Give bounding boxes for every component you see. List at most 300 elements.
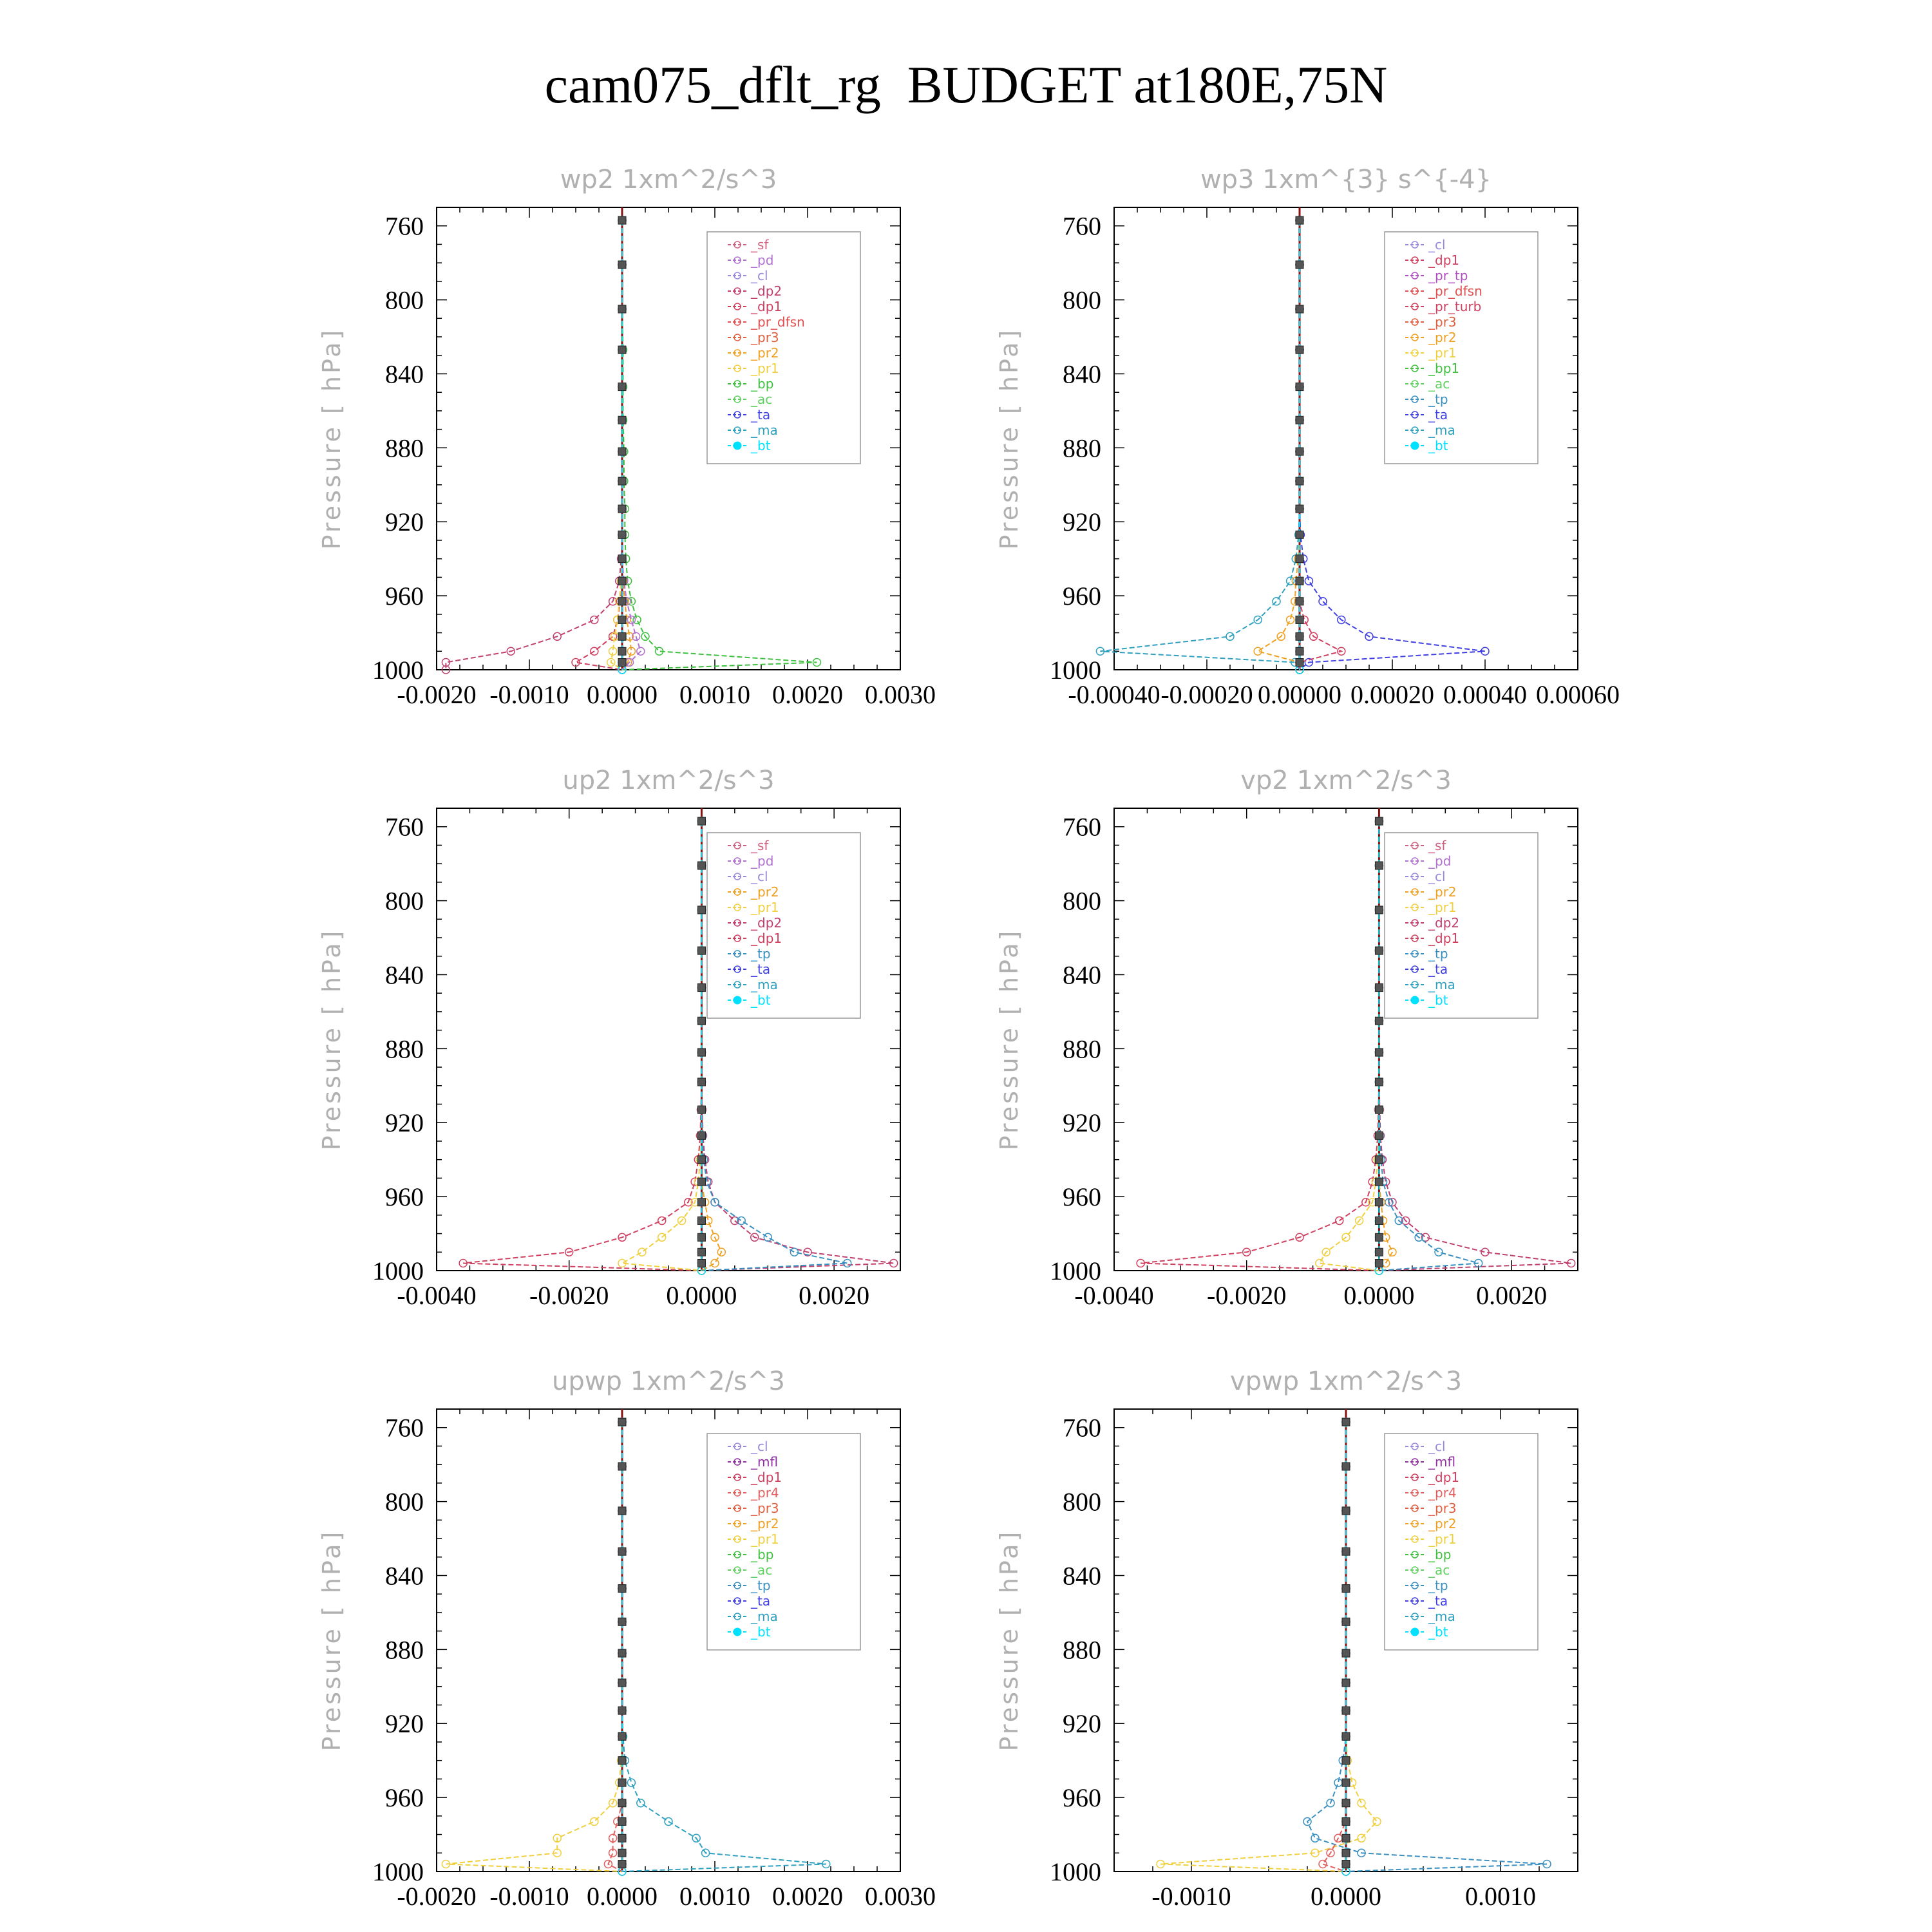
legend-label: _bt <box>1428 438 1448 453</box>
data-point <box>1435 1248 1443 1256</box>
marker-stack <box>697 1156 705 1164</box>
marker-stack <box>1296 577 1303 585</box>
x-tick-label: -0.0010 <box>1151 1882 1231 1911</box>
legend-label: _tp <box>1428 946 1448 961</box>
series-line-pr2 <box>1258 220 1300 670</box>
marker-stack <box>1342 1861 1350 1868</box>
marker-stack <box>618 1849 626 1857</box>
y-tick-label: 1000 <box>1050 656 1101 685</box>
marker-stack <box>1375 1132 1383 1139</box>
x-tick-label: -0.0020 <box>397 1882 477 1911</box>
legend-label: _pd <box>751 252 774 268</box>
legend-label: _ta <box>1428 407 1448 422</box>
panel-2 <box>995 165 1620 709</box>
y-tick-label: 1000 <box>372 656 424 685</box>
legend-label: _ta <box>751 961 771 977</box>
x-tick-label: 0.0020 <box>772 680 843 709</box>
y-tick-label: 1000 <box>1050 1857 1101 1886</box>
marker-stack <box>697 1106 705 1113</box>
y-tick-label: 760 <box>1063 211 1101 241</box>
marker-stack <box>618 555 626 563</box>
legend-label: _pd <box>1428 853 1452 869</box>
marker-stack <box>1296 346 1303 354</box>
marker-stack <box>1296 647 1303 655</box>
x-tick-label: -0.0020 <box>1207 1281 1287 1310</box>
y-tick-label: 800 <box>385 1487 424 1517</box>
x-tick-label: 0.00020 <box>1350 680 1434 709</box>
legend-label: _cl <box>751 1439 768 1454</box>
data-point <box>591 616 598 623</box>
legend-label: _bp <box>1428 1547 1452 1562</box>
legend-label: _dp2 <box>751 283 782 299</box>
series-line-pr1 <box>622 821 701 1271</box>
x-tick-label: -0.0020 <box>397 680 477 709</box>
y-tick-label: 840 <box>385 960 424 990</box>
y-tick-label: 840 <box>385 359 424 389</box>
legend-label: _pr2 <box>751 1516 779 1531</box>
legend-label: _bp <box>751 1547 774 1562</box>
legend-label: _cl <box>1428 237 1446 252</box>
marker-stack <box>1296 555 1303 563</box>
marker-stack <box>618 1463 626 1470</box>
legend-label: _pr1 <box>1428 900 1457 915</box>
legend-label: _pr4 <box>1428 1485 1457 1501</box>
y-tick-label: 880 <box>1063 1635 1101 1665</box>
legend-label: _cl <box>751 268 768 283</box>
marker-stack <box>1296 632 1303 640</box>
y-axis-label: Pressure [ hPa] <box>317 1529 346 1752</box>
y-axis-label: Pressure [ hPa] <box>995 327 1023 550</box>
marker-stack <box>697 906 705 914</box>
marker-stack <box>1375 906 1383 914</box>
legend-label: _pr1 <box>1428 1531 1457 1547</box>
marker-stack <box>1375 1233 1383 1241</box>
legend-label: _ma <box>1428 1609 1455 1624</box>
legend-label: _ac <box>751 1562 773 1578</box>
marker-stack <box>618 1757 626 1765</box>
legend <box>1385 833 1538 1018</box>
legend-label: _pr4 <box>751 1485 779 1501</box>
marker-stack <box>1296 305 1303 313</box>
series-line-dp1 <box>1141 821 1379 1271</box>
marker-stack <box>697 1178 705 1186</box>
marker-stack <box>1296 416 1303 424</box>
series-line-pr_turb <box>1300 220 1341 670</box>
data-point <box>1319 1861 1327 1868</box>
marker-stack <box>618 505 626 513</box>
y-tick-label: 800 <box>1063 1487 1101 1517</box>
legend-label: _pr3 <box>751 330 779 345</box>
panel-1 <box>317 165 936 709</box>
panel-title: vp2 1xm^2/s^3 <box>1240 766 1452 795</box>
legend <box>1385 1434 1538 1650</box>
legend-label: _cl <box>1428 869 1446 884</box>
marker-stack <box>1342 1834 1350 1842</box>
y-axis-label: Pressure [ hPa] <box>995 928 1023 1151</box>
marker-stack <box>618 616 626 623</box>
legend-marker <box>1411 1628 1419 1636</box>
marker-stack <box>1296 477 1303 485</box>
marker-stack <box>697 1198 705 1206</box>
legend-label: _sf <box>1428 838 1446 853</box>
panel-4 <box>995 766 1578 1310</box>
marker-stack <box>1342 1779 1350 1786</box>
marker-stack <box>1375 1198 1383 1206</box>
x-tick-label: -0.00040 <box>1068 680 1160 709</box>
marker-stack <box>697 1048 705 1056</box>
y-tick-label: 1000 <box>372 1857 424 1886</box>
series-line-ma <box>1100 220 1300 670</box>
panel-3 <box>317 766 900 1310</box>
legend-label: _bp1 <box>1428 361 1460 376</box>
legend-label: _ma <box>751 1609 778 1624</box>
legend-label: _bt <box>751 992 771 1008</box>
marker-stack <box>618 1679 626 1687</box>
y-tick-label: 920 <box>385 507 424 537</box>
y-tick-label: 840 <box>1063 1561 1101 1591</box>
y-tick-label: 960 <box>1063 1783 1101 1813</box>
x-tick-label: 0.0000 <box>1343 1281 1415 1310</box>
legend-label: _ac <box>1428 376 1450 392</box>
marker-stack <box>618 477 626 485</box>
panel-title: wp2 1xm^2/s^3 <box>560 165 777 194</box>
legend-label: _dp1 <box>751 299 782 314</box>
y-tick-label: 880 <box>1063 433 1101 463</box>
marker-stack <box>697 1248 705 1256</box>
marker-stack <box>1342 1757 1350 1765</box>
legend-label: _pr3 <box>1428 1501 1457 1516</box>
marker-stack <box>1296 616 1303 623</box>
marker-stack <box>697 862 705 869</box>
marker-stack <box>1296 216 1303 224</box>
data-point <box>1319 598 1327 605</box>
y-tick-label: 800 <box>385 285 424 315</box>
marker-stack <box>1342 1585 1350 1593</box>
legend-label: _pr1 <box>751 900 779 915</box>
legend-box <box>707 1434 860 1650</box>
x-tick-label: -0.0040 <box>397 1281 477 1310</box>
legend-label: _ta <box>1428 1593 1448 1609</box>
marker-stack <box>1342 1679 1350 1687</box>
marker-stack <box>618 1817 626 1825</box>
data-point <box>1287 616 1294 623</box>
marker-stack <box>618 577 626 585</box>
marker-stack <box>1342 1732 1350 1740</box>
marker-stack <box>618 261 626 269</box>
legend-label: _ta <box>751 1593 771 1609</box>
x-tick-label: 0.0030 <box>865 1882 936 1911</box>
y-tick-label: 920 <box>385 1709 424 1739</box>
y-tick-label: 960 <box>385 1182 424 1212</box>
legend <box>1385 232 1538 464</box>
marker-stack <box>618 1799 626 1807</box>
data-point <box>591 1817 598 1825</box>
marker-stack <box>1342 1618 1350 1625</box>
y-tick-label: 800 <box>1063 886 1101 916</box>
legend-label: _ma <box>1428 977 1455 992</box>
x-tick-label: -0.0020 <box>529 1281 609 1310</box>
marker-stack <box>618 1649 626 1657</box>
y-tick-label: 960 <box>1063 1182 1101 1212</box>
legend-label: _pr_tp <box>1428 268 1468 283</box>
marker-stack <box>618 1548 626 1555</box>
x-tick-label: 0.0010 <box>1465 1882 1536 1911</box>
marker-stack <box>1375 984 1383 992</box>
y-axis-label: Pressure [ hPa] <box>317 928 346 1151</box>
y-tick-label: 960 <box>385 582 424 611</box>
marker-stack <box>1375 1017 1383 1025</box>
y-tick-label: 840 <box>385 1561 424 1591</box>
marker-stack <box>697 984 705 992</box>
legend-label: _ma <box>751 977 778 992</box>
legend-label: _pr3 <box>1428 314 1457 330</box>
marker-stack <box>618 448 626 455</box>
panel-5 <box>317 1367 936 1911</box>
panel-title: up2 1xm^2/s^3 <box>562 766 775 795</box>
y-tick-label: 760 <box>385 1413 424 1443</box>
legend-label: _tp <box>1428 392 1448 407</box>
marker-stack <box>1296 531 1303 538</box>
x-tick-label: 0.0000 <box>587 1882 658 1911</box>
x-tick-label: 0.00040 <box>1443 680 1527 709</box>
legend-label: _mfl <box>751 1454 779 1470</box>
y-tick-label: 880 <box>385 433 424 463</box>
y-tick-label: 880 <box>385 1034 424 1064</box>
marker-stack <box>618 632 626 640</box>
legend-label: _cl <box>1428 1439 1446 1454</box>
marker-stack <box>618 1861 626 1868</box>
y-tick-label: 800 <box>1063 285 1101 315</box>
legend-label: _pd <box>751 853 774 869</box>
y-tick-label: 800 <box>385 886 424 916</box>
data-point <box>638 1248 646 1256</box>
x-tick-label: 0.00000 <box>1258 680 1341 709</box>
legend-label: _sf <box>751 838 769 853</box>
marker-stack <box>1342 1707 1350 1714</box>
marker-stack <box>1296 598 1303 605</box>
legend-label: _pr1 <box>751 1531 779 1547</box>
legend-label: _tp <box>751 1578 771 1593</box>
data-point <box>1358 1834 1365 1842</box>
legend-label: _ma <box>1428 422 1455 438</box>
panel-title: vpwp 1xm^2/s^3 <box>1229 1367 1463 1396</box>
legend-label: _dp2 <box>1428 915 1460 931</box>
marker-stack <box>1375 1178 1383 1186</box>
legend-label: _dp1 <box>1428 931 1460 946</box>
legend-label: _ma <box>751 422 778 438</box>
marker-stack <box>1342 1849 1350 1857</box>
legend-label: _tp <box>751 946 771 961</box>
marker-stack <box>1342 1507 1350 1515</box>
data-point <box>627 616 635 623</box>
marker-stack <box>1375 1156 1383 1164</box>
y-tick-label: 920 <box>1063 507 1101 537</box>
marker-stack <box>1296 659 1303 667</box>
x-tick-label: 0.0000 <box>666 1281 737 1310</box>
y-tick-label: 920 <box>385 1108 424 1138</box>
marker-stack <box>1375 817 1383 825</box>
marker-stack <box>1296 505 1303 513</box>
marker-stack <box>1375 1078 1383 1086</box>
legend-label: _pr3 <box>751 1501 779 1516</box>
marker-stack <box>618 1585 626 1593</box>
marker-stack <box>697 947 705 954</box>
marker-stack <box>618 1618 626 1625</box>
data-point <box>637 1799 645 1807</box>
legend-label: _pr2 <box>751 884 779 900</box>
y-tick-label: 840 <box>1063 359 1101 389</box>
x-tick-label: -0.00020 <box>1160 680 1253 709</box>
marker-stack <box>697 1132 705 1139</box>
marker-stack <box>618 305 626 313</box>
legend-label: _pr_dfsn <box>1428 283 1482 299</box>
legend-label: _dp1 <box>751 1470 782 1485</box>
marker-stack <box>1342 1548 1350 1555</box>
marker-stack <box>618 1732 626 1740</box>
y-tick-label: 960 <box>385 1783 424 1813</box>
marker-stack <box>697 817 705 825</box>
marker-stack <box>1342 1799 1350 1807</box>
legend-marker <box>734 1628 741 1636</box>
legend <box>707 232 860 464</box>
legend-label: _ac <box>751 392 773 407</box>
legend-label: _dp1 <box>751 931 782 946</box>
x-tick-label: -0.0040 <box>1074 1281 1154 1310</box>
data-point <box>1373 1817 1381 1825</box>
legend-label: _ta <box>1428 961 1448 977</box>
y-tick-label: 960 <box>1063 582 1101 611</box>
marker-stack <box>618 1707 626 1714</box>
legend-label: _bp <box>751 376 774 392</box>
data-point <box>627 1779 635 1786</box>
marker-stack <box>1296 448 1303 455</box>
data-point <box>1305 577 1312 585</box>
legend-label: _pr2 <box>1428 330 1457 345</box>
legend-marker <box>1411 442 1419 450</box>
panel-title: upwp 1xm^2/s^3 <box>552 1367 785 1396</box>
data-point <box>1311 1834 1319 1842</box>
legend-label: _bt <box>751 438 771 453</box>
marker-stack <box>697 1078 705 1086</box>
panel-title: wp3 1xm^{3} s^{-4} <box>1200 165 1492 194</box>
series-line-pr1 <box>446 1422 622 1871</box>
x-tick-label: 0.0000 <box>1311 1882 1381 1911</box>
legend-label: _pr2 <box>1428 1516 1457 1531</box>
x-tick-label: -0.0010 <box>489 1882 569 1911</box>
marker-stack <box>1342 1649 1350 1657</box>
marker-stack <box>618 531 626 538</box>
legend-label: _ac <box>1428 1562 1450 1578</box>
y-axis-label: Pressure [ hPa] <box>995 1529 1023 1752</box>
legend-label: _dp2 <box>751 915 782 931</box>
legend-label: _bt <box>751 1624 771 1640</box>
marker-stack <box>1342 1817 1350 1825</box>
legend <box>707 833 860 1018</box>
legend-label: _pr1 <box>1428 345 1457 361</box>
marker-stack <box>1342 1463 1350 1470</box>
legend-label: _pr2 <box>1428 884 1457 900</box>
marker-stack <box>618 346 626 354</box>
marker-stack <box>697 1233 705 1241</box>
series-line-pr1 <box>1320 821 1379 1271</box>
legend-label: _pr1 <box>751 361 779 376</box>
legend-box <box>707 232 860 464</box>
marker-stack <box>618 416 626 424</box>
legend-label: _tp <box>1428 1578 1448 1593</box>
marker-stack <box>618 383 626 391</box>
y-axis-label: Pressure [ hPa] <box>317 327 346 550</box>
marker-stack <box>1375 1248 1383 1256</box>
legend-label: _sf <box>751 237 769 252</box>
x-tick-label: 0.0020 <box>772 1882 843 1911</box>
marker-stack <box>1342 1418 1350 1426</box>
marker-stack <box>697 1260 705 1267</box>
marker-stack <box>1375 862 1383 869</box>
data-point <box>1254 647 1262 655</box>
marker-stack <box>618 1834 626 1842</box>
x-tick-label: -0.0010 <box>489 680 569 709</box>
marker-stack <box>1375 1260 1383 1267</box>
marker-stack <box>1375 1106 1383 1113</box>
y-tick-label: 920 <box>1063 1108 1101 1138</box>
legend-label: _ta <box>751 407 771 422</box>
legend-label: _bt <box>1428 992 1448 1008</box>
series-line-dp2 <box>446 220 622 670</box>
figure-title: cam075_dflt_rg BUDGET at180E,75N <box>544 55 1388 114</box>
legend-label: _pr_turb <box>1428 299 1482 314</box>
y-tick-label: 760 <box>1063 812 1101 842</box>
y-tick-label: 1000 <box>1050 1256 1101 1285</box>
legend-label: _dp1 <box>1428 1470 1460 1485</box>
marker-stack <box>618 216 626 224</box>
marker-stack <box>1375 1217 1383 1224</box>
marker-stack <box>618 1779 626 1786</box>
data-point <box>711 1260 719 1267</box>
legend-box <box>1385 1434 1538 1650</box>
data-point <box>764 1233 772 1241</box>
x-tick-label: 0.0010 <box>679 1882 750 1911</box>
legend <box>707 1434 860 1650</box>
marker-stack <box>1375 947 1383 954</box>
legend-label: _mfl <box>1428 1454 1456 1470</box>
y-tick-label: 840 <box>1063 960 1101 990</box>
legend-marker <box>734 442 741 450</box>
legend-label: _cl <box>751 869 768 884</box>
legend-label: _pr_dfsn <box>751 314 805 330</box>
x-tick-label: 0.00060 <box>1536 680 1620 709</box>
marker-stack <box>697 1217 705 1224</box>
y-tick-label: 760 <box>385 211 424 241</box>
legend-box <box>1385 232 1538 464</box>
marker-stack <box>697 1017 705 1025</box>
legend-label: _dp1 <box>1428 252 1460 268</box>
marker-stack <box>618 659 626 667</box>
y-tick-label: 920 <box>1063 1709 1101 1739</box>
marker-stack <box>618 1418 626 1426</box>
legend-marker <box>734 996 741 1004</box>
legend-label: _bt <box>1428 1624 1448 1640</box>
x-tick-label: 0.0030 <box>865 680 936 709</box>
y-tick-label: 760 <box>1063 1413 1101 1443</box>
x-tick-label: 0.0000 <box>587 680 658 709</box>
y-tick-label: 880 <box>385 1635 424 1665</box>
y-tick-label: 880 <box>1063 1034 1101 1064</box>
legend-label: _pr2 <box>751 345 779 361</box>
marker-stack <box>618 1507 626 1515</box>
marker-stack <box>1375 1048 1383 1056</box>
legend-marker <box>1411 996 1419 1004</box>
x-tick-label: 0.0020 <box>1476 1281 1548 1310</box>
